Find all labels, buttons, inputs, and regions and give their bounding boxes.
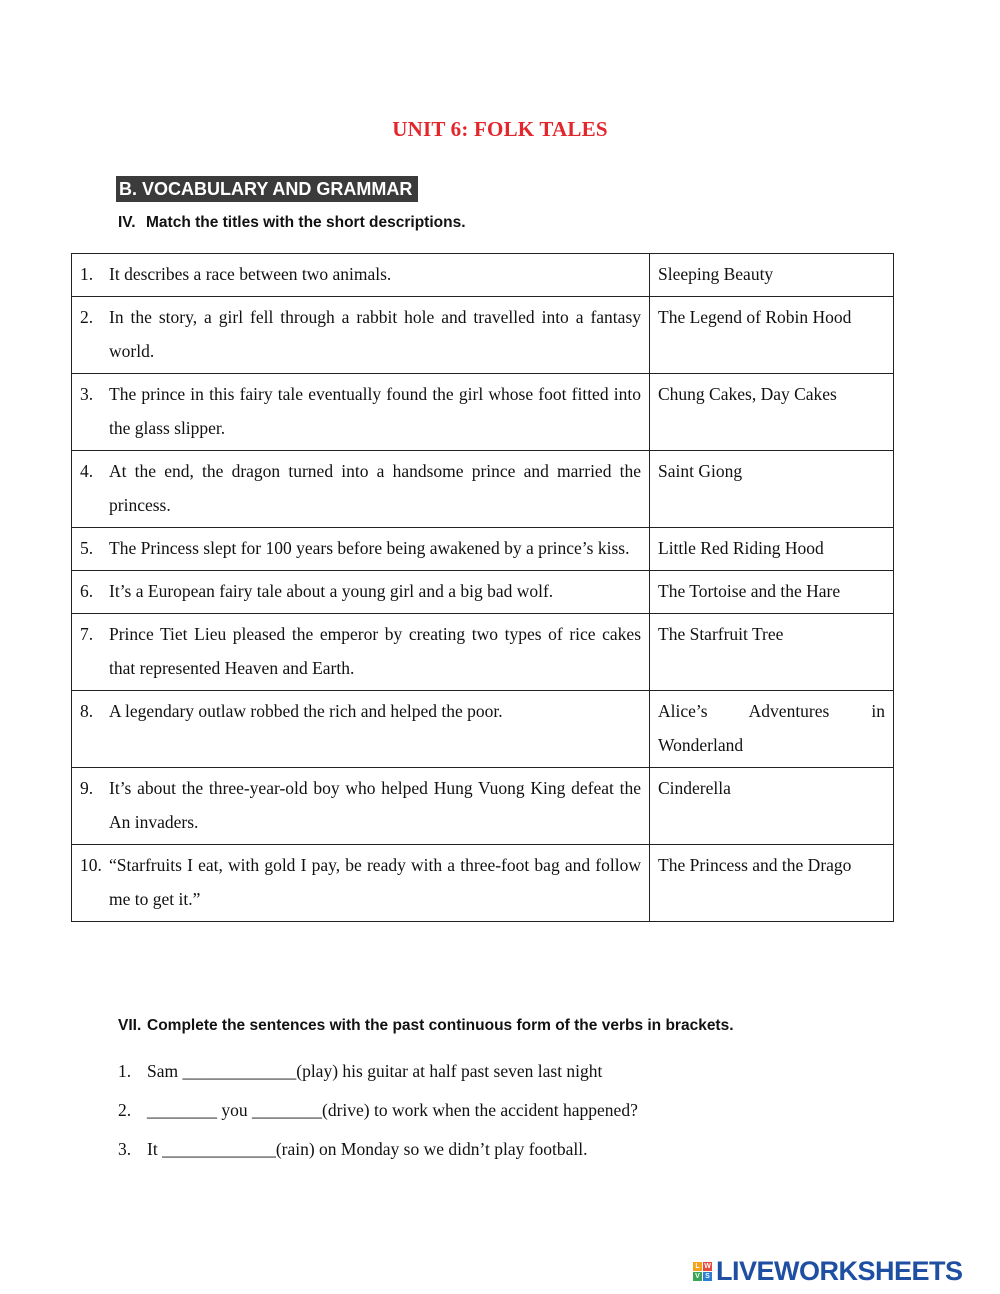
description-cell bbox=[72, 768, 650, 845]
item-number: 4. bbox=[80, 461, 94, 481]
table-row bbox=[72, 845, 894, 922]
item-number: 5. bbox=[80, 538, 94, 558]
description bbox=[80, 771, 641, 839]
story-title: The Starfruit Tree bbox=[650, 614, 894, 691]
description-text: The Princess slept for 100 years before being awakened by a prince’s kiss. bbox=[109, 538, 630, 558]
exercise-number: IV. bbox=[118, 214, 136, 231]
description-text: It’s about the three-year-old boy who helped Hung Vuong King defeat the An invaders. bbox=[109, 778, 641, 832]
story-title: Alice’s Adventures in Wonderland bbox=[650, 691, 894, 768]
description-cell bbox=[72, 845, 650, 922]
exercise-vii-instruction bbox=[118, 1017, 734, 1035]
description-text: Prince Tiet Lieu pleased the emperor by creating two types of rice cakes that represented Heaven and Earth. bbox=[109, 624, 641, 678]
liveworksheets-brand bbox=[693, 1256, 963, 1286]
description bbox=[80, 300, 641, 368]
description-cell bbox=[72, 614, 650, 691]
description-cell bbox=[72, 691, 650, 768]
page-title: UNIT 6: FOLK TALES bbox=[392, 117, 608, 141]
sentence-text: Sam _____________(play) his guitar at half past seven last night bbox=[147, 1061, 603, 1081]
table-row bbox=[72, 297, 894, 374]
exercise-number: VII. bbox=[118, 1017, 142, 1034]
table-row bbox=[72, 528, 894, 571]
table-row bbox=[72, 254, 894, 297]
list-item bbox=[118, 1052, 898, 1091]
item-number: 10. bbox=[80, 855, 102, 875]
description-text: At the end, the dragon turned into a handsome prince and married the princess. bbox=[109, 461, 641, 515]
description bbox=[80, 454, 641, 522]
description-text: It’s a European fairy tale about a young girl and a big bad wolf. bbox=[109, 581, 554, 601]
item-number: 2. bbox=[80, 307, 94, 327]
description-cell bbox=[72, 254, 650, 297]
story-title: Sleeping Beauty bbox=[650, 254, 894, 297]
table-row bbox=[72, 691, 894, 768]
item-number: 1. bbox=[80, 264, 94, 284]
description bbox=[80, 694, 641, 728]
brand-wordmark: LIVEWORKSHEETS bbox=[716, 1255, 963, 1286]
list-item bbox=[118, 1091, 898, 1130]
sentence-text: ________ you ________(drive) to work when the accident happened? bbox=[147, 1100, 638, 1120]
story-title: The Legend of Robin Hood bbox=[650, 297, 894, 374]
table-row bbox=[72, 768, 894, 845]
item-number: 1. bbox=[118, 1061, 132, 1081]
description bbox=[80, 617, 641, 685]
story-title: Little Red Riding Hood bbox=[650, 528, 894, 571]
description-text: “Starfruits I eat, with gold I pay, be ready with a three-foot bag and follow me to get it.” bbox=[109, 855, 641, 909]
item-number: 7. bbox=[80, 624, 94, 644]
table-row bbox=[72, 571, 894, 614]
section-heading: B. VOCABULARY AND GRAMMAR bbox=[116, 176, 418, 202]
sentence-list bbox=[118, 1052, 898, 1169]
item-number: 9. bbox=[80, 778, 94, 798]
matching-table bbox=[71, 253, 894, 922]
description-cell bbox=[72, 528, 650, 571]
table-row bbox=[72, 614, 894, 691]
description-cell bbox=[72, 374, 650, 451]
story-title: The Princess and the Drago bbox=[650, 845, 894, 922]
description-text: It describes a race between two animals. bbox=[109, 264, 392, 284]
story-title: Saint Giong bbox=[650, 451, 894, 528]
logo-square: W bbox=[704, 1262, 711, 1270]
item-number: 2. bbox=[118, 1100, 132, 1120]
description bbox=[80, 377, 641, 445]
description-cell bbox=[72, 297, 650, 374]
sentence-text: It _____________(rain) on Monday so we didn’t play football. bbox=[147, 1139, 588, 1159]
list-item bbox=[118, 1130, 898, 1169]
logo-square: S bbox=[703, 1272, 712, 1281]
table-row bbox=[72, 374, 894, 451]
description bbox=[80, 531, 641, 565]
description-text: A legendary outlaw robbed the rich and helped the poor. bbox=[109, 701, 503, 721]
exercise-iv-instruction bbox=[118, 214, 466, 232]
description-cell bbox=[72, 451, 650, 528]
logo-square: V bbox=[693, 1272, 702, 1281]
liveworksheets-logo-icon bbox=[693, 1262, 712, 1281]
story-title: The Tortoise and the Hare bbox=[650, 571, 894, 614]
description-text: The prince in this fairy tale eventually found the girl whose foot fitted into the glass slipper. bbox=[109, 384, 641, 438]
item-number: 3. bbox=[118, 1139, 132, 1159]
instruction-text: Complete the sentences with the past continuous form of the verbs in brackets. bbox=[147, 1017, 734, 1034]
story-title: Cinderella bbox=[650, 768, 894, 845]
description bbox=[80, 848, 641, 916]
description bbox=[80, 574, 641, 608]
instruction-text: Match the titles with the short descriptions. bbox=[146, 214, 466, 231]
description-cell bbox=[72, 571, 650, 614]
story-title: Chung Cakes, Day Cakes bbox=[650, 374, 894, 451]
description bbox=[80, 257, 641, 291]
item-number: 8. bbox=[80, 701, 94, 721]
item-number: 3. bbox=[80, 384, 94, 404]
description-text: In the story, a girl fell through a rabbit hole and travelled into a fantasy world. bbox=[109, 307, 641, 361]
item-number: 6. bbox=[80, 581, 94, 601]
logo-square: L bbox=[693, 1262, 702, 1271]
table-row bbox=[72, 451, 894, 528]
